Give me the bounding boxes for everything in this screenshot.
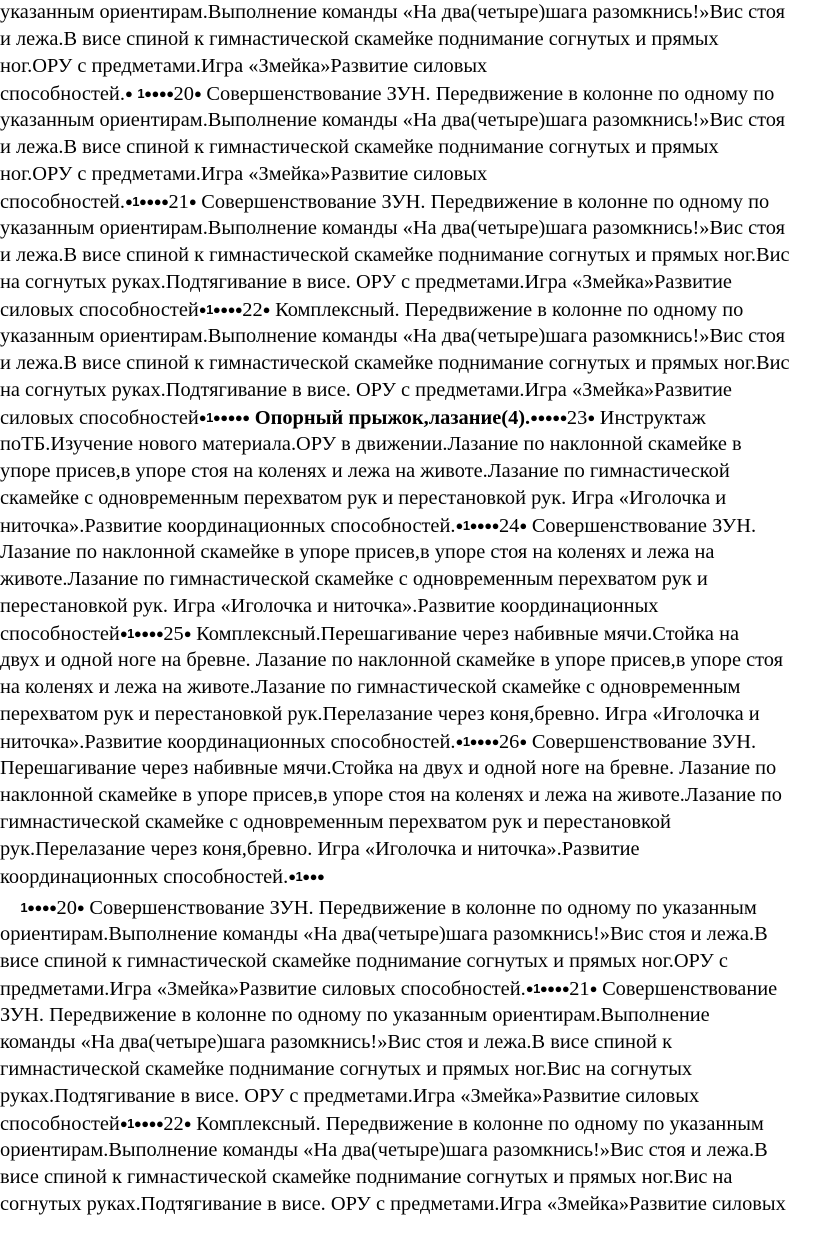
text-line: животе.Лазание по гимнастической скамейке с одновременным перехватом рук и (0, 568, 708, 590)
text-line: и лежа.В висе спиной к гимнастической скамейке поднимание согнутых и прямых (0, 136, 719, 158)
text-line: ног.ОРУ с предметами.Игра «Змейка»Развитие силовых (0, 55, 488, 77)
text-line: способностей●1●●●●22● Комплексный. Передвижение в колонне по одному по указанным (0, 1113, 764, 1135)
text-line: двух и одной ноге на бревне. Лазание по наклонной скамейке в упоре присев,в упоре стоя (0, 649, 783, 671)
text-line: предметами.Игра «Змейка»Развитие силовых способностей.●1●●●●21● Совершенствование (0, 978, 778, 1000)
text-line: силовых способностей●1●●●●22● Комплексный. Передвижение в колонне по одному по (0, 299, 744, 321)
text-line: ориентирам.Выполнение команды «На два(четыре)шага разомкнись!»Вис стоя и лежа.В (0, 1139, 768, 1161)
text-line: команды «На два(четыре)шага разомкнись!»Вис стоя и лежа.В висе спиной к (0, 1031, 673, 1053)
text-line: на согнутых руках.Подтягивание в висе. ОРУ с предметами.Игра «Змейка»Развитие (0, 379, 732, 401)
text-line: рук.Перелазание через коня,бревно. Игра «Иголочка и ниточка».Развитие (0, 838, 640, 860)
section-heading: Опорный прыжок,лазание(4). (249, 407, 531, 429)
text-line: висе спиной к гимнастической скамейке поднимание согнутых и прямых ног.Вис на (0, 1166, 733, 1188)
text-line: 1●●●●20● Совершенствование ЗУН. Передвижение в колонне по одному по указанным (20, 897, 757, 919)
text-line: Перешагивание через набивные мячи.Стойка на двух и одной ноге на бревне. Лазание по (0, 757, 777, 779)
text-line: ориентирам.Выполнение команды «На два(четыре)шага разомкнись!»Вис стоя и лежа.В (0, 923, 768, 945)
text-line: координационных способностей.●1●●● (0, 866, 325, 888)
text-line: гимнастической скамейке поднимание согнутых и прямых ног.Вис на согнутых (0, 1058, 693, 1080)
text-line: висе спиной к гимнастической скамейке поднимание согнутых и прямых ног.ОРУ с (0, 950, 728, 972)
text-line: указанным ориентирам.Выполнение команды «На два(четыре)шага разомкнись!»Вис стоя (0, 325, 785, 347)
text-line: ЗУН. Передвижение в колонне по одному по указанным ориентирам.Выполнение (0, 1004, 710, 1026)
text-line: гимнастической скамейке с одновременным перехватом рук и перестановкой (0, 811, 671, 833)
text-line: и лежа.В висе спиной к гимнастической скамейке поднимание согнутых и прямых ног.Вис (0, 244, 790, 266)
text-line: наклонной скамейке в упоре присев,в упоре стоя на коленях и лежа на животе.Лазание по (0, 784, 782, 806)
text-line: ниточка».Развитие координационных способностей.●1●●●●24● Совершенствование ЗУН. (0, 515, 757, 537)
text-line: указанным ориентирам.Выполнение команды «На два(четыре)шага разомкнись!»Вис стоя (0, 109, 785, 131)
text-line: перестановкой рук. Игра «Иголочка и ниточка».Развитие координационных (0, 595, 659, 617)
text-line: указанным ориентирам.Выполнение команды «На два(четыре)шага разомкнись!»Вис стоя (0, 1, 785, 23)
text-line: согнутых руках.Подтягивание в висе. ОРУ с предметами.Игра «Змейка»Развитие силовых (0, 1193, 786, 1215)
text-line: руках.Подтягивание в висе. ОРУ с предметами.Игра «Змейка»Развитие силовых (0, 1085, 700, 1107)
text-line: указанным ориентирам.Выполнение команды «На два(четыре)шага разомкнись!»Вис стоя (0, 217, 785, 239)
text-line: силовых способностей●1●●●●● Опорный прыжок,лазание(4).●●●●●23● Инструктаж (0, 407, 706, 429)
text-line: упоре присев,в упоре стоя на коленях и лежа на животе.Лазание по гимнастической (0, 460, 730, 482)
text-line: ног.ОРУ с предметами.Игра «Змейка»Развитие силовых (0, 163, 488, 185)
text-line: скамейке с одновременным перехватом рук и перестановкой рук. Игра «Иголочка и (0, 487, 727, 509)
text-line: на согнутых руках.Подтягивание в висе. ОРУ с предметами.Игра «Змейка»Развитие (0, 271, 732, 293)
text-line: поТБ.Изучение нового материала.ОРУ в движении.Лазание по наклонной скамейке в (0, 433, 742, 455)
text-line: на коленях и лежа на животе.Лазание по гимнастической скамейке с одновременным (0, 676, 741, 698)
text-line: способностей.●1●●●●21● Совершенствование ЗУН. Передвижение в колонне по одному по (0, 191, 770, 213)
text-line: способностей●1●●●●25● Комплексный.Перешагивание через набивные мячи.Стойка на (0, 623, 740, 645)
text-line: перехватом рук и перестановкой рук.Перелазание через коня,бревно. Игра «Иголочка и (0, 703, 760, 725)
text-line: ниточка».Развитие координационных способностей.●1●●●●26● Совершенствование ЗУН. (0, 731, 757, 753)
text-line: Лазание по наклонной скамейке в упоре присев,в упоре стоя на коленях и лежа на (0, 541, 715, 563)
text-line: способностей.● 1●●●●20● Совершенствование ЗУН. Передвижение в колонне по одному по (0, 83, 775, 105)
text-line: и лежа.В висе спиной к гимнастической скамейке поднимание согнутых и прямых (0, 28, 719, 50)
text-line: и лежа.В висе спиной к гимнастической скамейке поднимание согнутых и прямых ног.Вис (0, 352, 790, 374)
